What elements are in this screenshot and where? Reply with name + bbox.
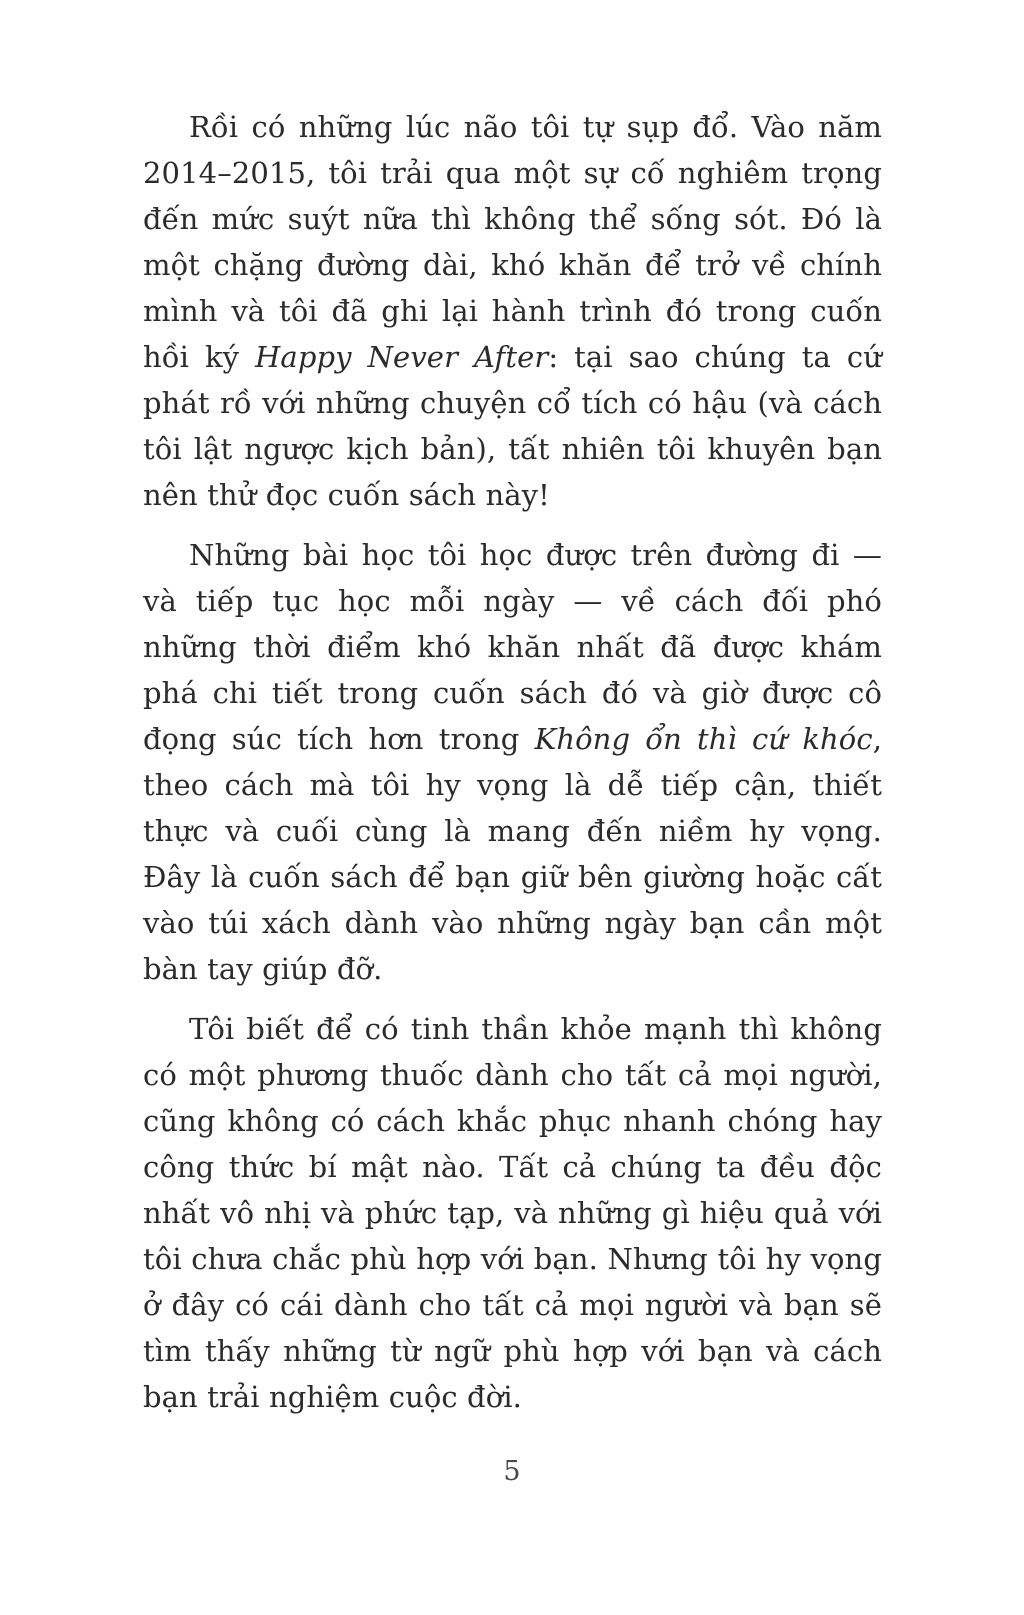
paragraph-2-run-1: Những bài học tôi học được trên đường đi — và tiếp tục học mỗi ngày — về cách đối phó những thời điểm khó khăn nhất đã được khám phá chi tiết trong cuốn sách đó và giờ được cô đọng súc tích hơn trong — [143, 538, 882, 756]
paragraph-3-run-1: Tôi biết để có tinh thần khỏe mạnh thì không có một phương thuốc dành cho tất cả mọi người, cũng không có cách khắc phục nhanh chóng hay công thức bí mật nào. Tất cả chúng ta đều độc nhất vô nhị và phức tạp, và những gì hiệu quả với tôi chưa chắc phù hợp với bạn. Nhưng tôi hy vọng ở đây có cái dành cho tất cả mọi người và bạn sẽ tìm thấy những từ ngữ phù hợp với bạn và cách bạn trải nghiệm cuộc đời. — [143, 1012, 882, 1414]
paragraph-1 — [143, 104, 882, 518]
paragraph-1-run-3: : tại sao chúng ta cứ phát rồ với những chuyện cổ tích có hậu (và cách tôi lật ngược kịch bản), tất nhiên tôi khuyên bạn nên thử đọc cuốn sách này! — [143, 340, 882, 512]
paragraph-1-run-1: Rồi có những lúc não tôi tự sụp đổ. Vào năm 2014–2015, tôi trải qua một sự cố nghiêm trọng đến mức suýt nữa thì không thể sống sót. Đó là một chặng đường dài, khó khăn để trở về chính mình và tôi đã ghi lại hành trình đó trong cuốn hồi ký — [143, 110, 882, 374]
book-title-happy-never-after: Happy Never After — [255, 340, 549, 374]
paragraph-2-run-3: , theo cách mà tôi hy vọng là dễ tiếp cận, thiết thực và cuối cùng là mang đến niềm hy vọng. Đây là cuốn sách để bạn giữ bên giường hoặc cất vào túi xách dành vào những ngày bạn cần một bàn tay giúp đỡ. — [143, 722, 883, 986]
page-number: 5 — [503, 1456, 521, 1487]
paragraph-2 — [143, 532, 882, 992]
book-title-khong-on-thi-cu-khoc: Không ổn thì cứ khóc — [534, 722, 873, 756]
paragraph-3 — [143, 1006, 882, 1420]
